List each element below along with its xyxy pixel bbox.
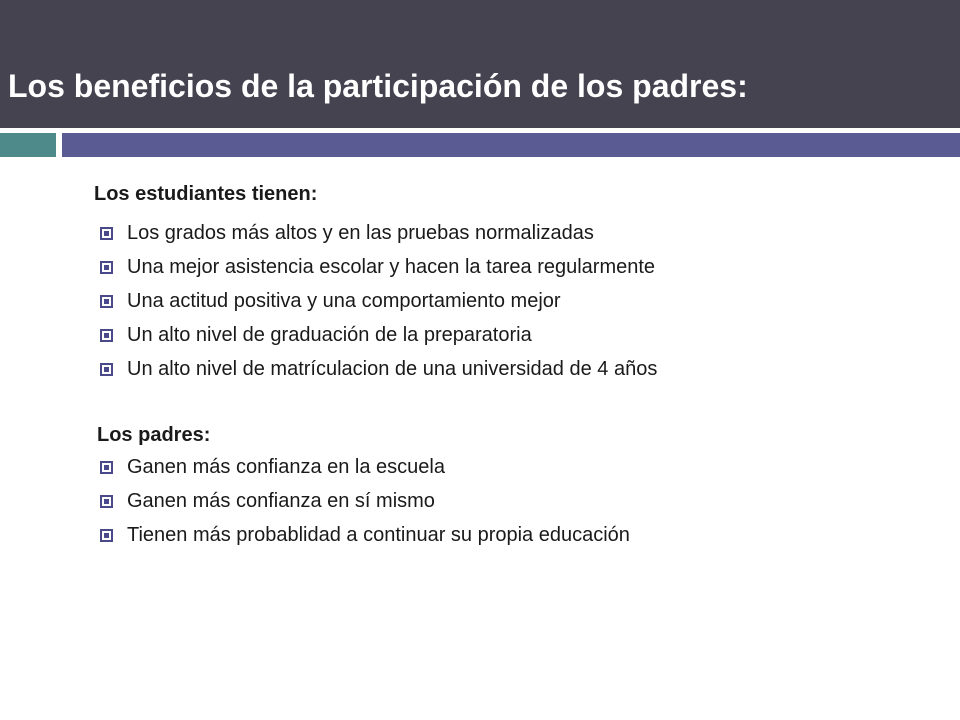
list-item-text: Un alto nivel de graduación de la preparatoria: [127, 323, 532, 346]
list-item-text: Una actitud positiva y una comportamiento mejor: [127, 289, 561, 312]
list-item: [100, 284, 657, 318]
list-item: [100, 450, 630, 484]
list-item-text: Ganen más confianza en sí mismo: [127, 489, 435, 512]
students-heading: Los estudiantes tienen:: [94, 183, 318, 205]
list-item: [100, 352, 657, 386]
list-item: [100, 484, 630, 518]
list-item-text: Tienen más probablidad a continuar su propia educación: [127, 523, 630, 546]
parents-heading: Los padres:: [97, 424, 211, 446]
list-item-text: Ganen más confianza en la escuela: [127, 455, 445, 478]
students-list: [100, 216, 657, 386]
square-bullet-icon: [100, 329, 113, 342]
list-item-text: Una mejor asistencia escolar y hacen la tarea regularmente: [127, 255, 656, 278]
square-bullet-icon: [100, 461, 113, 474]
square-bullet-icon: [100, 529, 113, 542]
list-item-text: Un alto nivel de matrículacion de una universidad de 4 años: [127, 357, 658, 380]
parents-list: [100, 450, 630, 552]
list-item-text: Los grados más altos y en las pruebas normalizadas: [127, 221, 594, 244]
slide-title: Los beneficios de la participación de los padres:: [8, 68, 748, 104]
list-item: [100, 250, 657, 284]
square-bullet-icon: [100, 363, 113, 376]
list-item: [100, 318, 657, 352]
square-bullet-icon: [100, 261, 113, 274]
square-bullet-icon: [100, 495, 113, 508]
square-bullet-icon: [100, 295, 113, 308]
list-item: [100, 216, 657, 250]
list-item: [100, 518, 630, 552]
square-bullet-icon: [100, 227, 113, 240]
